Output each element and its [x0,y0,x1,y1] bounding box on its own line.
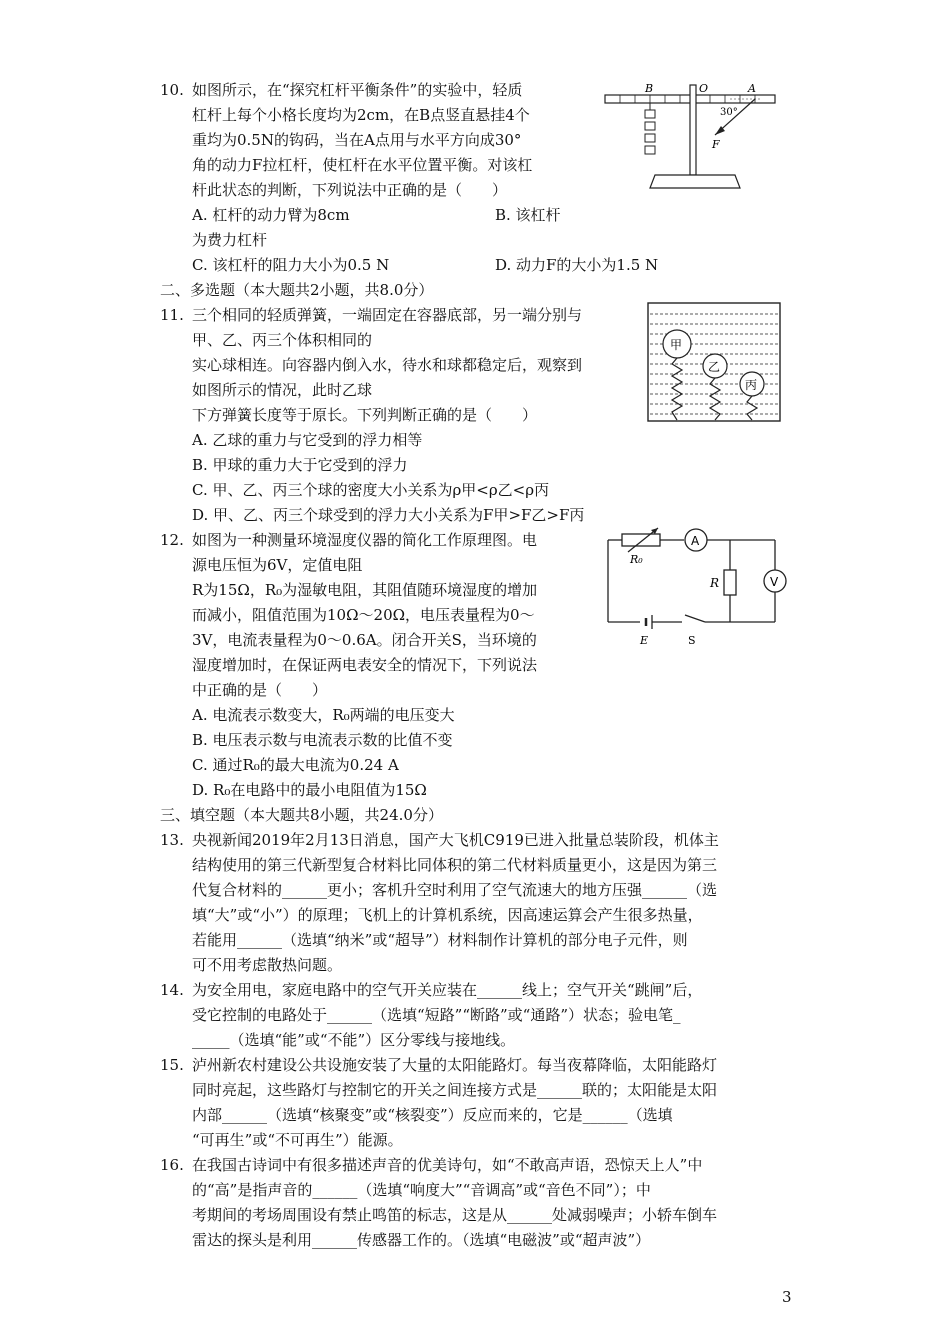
question-text-line: 央视新闻2019年2月13日消息，国产大飞机C919已进入批量总装阶段，机体主 [192,831,719,849]
question-text-line: 3V，电流表量程为0～0.6A。闭合开关S，当环境的 [192,631,537,649]
question-text-line: 同时亮起，这些路灯与控制它的开关之间连接方式是______联的；太阳能是太阳 [192,1081,718,1099]
option-a: A. 电流表示数变大，R₀两端的电压变大 [192,706,455,724]
question-text-line: 雷达的探头是利用______传感器工作的。（选填“电磁波”或“超声波”） [192,1231,651,1249]
question-text-line: “可再生”或“不可再生”）能源。 [192,1131,403,1149]
label-a: A [748,82,756,95]
question-text-line: 受它控制的电路处于______（选填“短路”“断路”或“通路”）状态；验电笔_ [192,1006,681,1024]
option-b: B. 该杠杆 [495,206,561,224]
question-text-line: 而减小，阻值范围为10Ω～20Ω，电压表量程为0～ [192,606,535,624]
label-bing: 丙 [745,378,758,392]
question-number: 14. [160,981,184,999]
question-text-line: 如图所示，在“探究杠杆平衡条件”的实验中，轻质 [192,81,523,99]
label-voltmeter: V [770,575,779,589]
option-a: A. 杠杆的动力臂为8cm [192,206,350,224]
question-text-line: 泸州新农村建设公共设施安装了大量的太阳能路灯。每当夜幕降临，太阳能路灯 [192,1056,718,1074]
question-text-line: 为安全用电，家庭电路中的空气开关应装在______线上；空气开关“跳闸”后， [192,981,703,999]
question-text-line: 考期间的考场周围设有禁止鸣笛的标志，这是从______处减弱噪声；小轿车倒车 [192,1206,718,1224]
option-c: C. 甲、乙、丙三个球的密度大小关系为ρ甲<ρ乙<ρ丙 [192,481,550,499]
label-r: R [710,576,720,590]
question-text-line: 源电压恒为6V，定值电阻 [192,556,363,574]
question-text-line: _____（选填“能”或“不能”）区分零线与接地线。 [192,1031,516,1049]
question-number: 12. [160,531,184,549]
question-text-line: 可不用考虑散热问题。 [192,956,343,974]
question-text-line: 内部______（选填“核聚变”或“核裂变”）反应而来的，它是______（选填 [192,1106,673,1124]
question-text-line: 实心球相连。向容器内倒入水，待水和球都稳定后，观察到 [192,356,583,374]
section-heading: 二、多选题（本大题共2小题，共8.0分） [160,281,434,299]
label-o: O [699,82,709,95]
option-b: B. 电压表示数与电流表示数的比值不变 [192,731,453,749]
question-text-line: 三个相同的轻质弹簧，一端固定在容器底部，另一端分别与 [192,306,583,324]
label-ammeter: A [691,534,700,548]
circuit-figure [600,525,795,650]
question-number: 10. [160,81,184,99]
label-s: S [688,634,696,647]
question-text-line: 若能用______（选填“纳米”或“超导”）材料制作计算机的部分电子元件，则 [192,931,688,949]
question-text-line: R为15Ω，R₀为湿敏电阻，其阻值随环境湿度的增加 [192,581,538,599]
springs-container-figure [645,300,785,425]
question-text-line: 湿度增加时，在保证两电表安全的情况下，下列说法 [192,656,538,674]
question-number: 15. [160,1056,184,1074]
lever-figure [600,80,780,200]
option-c: C. 该杠杆的阻力大小为0.5 N [192,256,390,274]
question-text-line: 下方弹簧长度等于原长。下列判断正确的是（ ） [192,406,538,424]
label-b: B [645,82,654,95]
question-text-line: 填“大”或“小”）的原理；飞机上的计算机系统，因高速运算会产生很多热量， [192,906,703,924]
question-text-line: 代复合材料的______更小；客机升空时利用了空气流速大的地方压强______（选 [192,881,718,899]
section-heading: 三、填空题（本大题共8小题，共24.0分） [160,806,443,824]
label-jia: 甲 [670,338,683,352]
question-text-line: 中正确的是（ ） [192,681,328,699]
option-d: D. 甲、乙、丙三个球受到的浮力大小关系为F甲>F乙>F丙 [192,506,585,524]
question-text-line: 结构使用的第三代新型复合材料比同体积的第二代材料质量更小，这是因为第三 [192,856,718,874]
option-b-continued: 为费力杠杆 [192,231,268,249]
question-text-line: 在我国古诗词中有很多描述声音的优美诗句，如“不敢高声语，恐惊天上人”中 [192,1156,703,1174]
question-text-line: 杆此状态的判断，下列说法中正确的是（ ） [192,181,508,199]
option-c: C. 通过R₀的最大电流为0.24 A [192,756,399,774]
question-number: 13. [160,831,184,849]
option-d: D. R₀在电路中的最小电阻值为15Ω [192,781,427,799]
option-b: B. 甲球的重力大于它受到的浮力 [192,456,408,474]
label-e: E [640,634,649,647]
label-yi: 乙 [708,360,721,374]
question-number: 16. [160,1156,184,1174]
question-text-line: 如图所示的情况，此时乙球 [192,381,373,399]
question-text-line: 重均为0.5N的钩码，当在A点用与水平方向成30° [192,131,522,149]
label-f: F [712,138,720,151]
question-text-line: 甲、乙、丙三个体积相同的 [192,331,373,349]
page-number: 3 [782,1288,792,1306]
question-text-line: 的“高”是指声音的______（选填“响度大”“音调高”或“音色不同”）；中 [192,1181,651,1199]
question-text-line: 角的动力F拉杠杆，使杠杆在水平位置平衡。对该杠 [192,156,533,174]
question-number: 11. [160,306,184,324]
label-r0: R₀ [630,553,643,566]
question-text-line: 如图为一种测量环境湿度仪器的简化工作原理图。电 [192,531,538,549]
question-text-line: 杠杆上每个小格长度均为2cm，在B点竖直悬挂4个 [192,106,530,124]
option-a: A. 乙球的重力与它受到的浮力相等 [192,431,423,449]
label-angle: 30° [720,107,738,118]
option-d: D. 动力F的大小为1.5 N [495,256,659,274]
